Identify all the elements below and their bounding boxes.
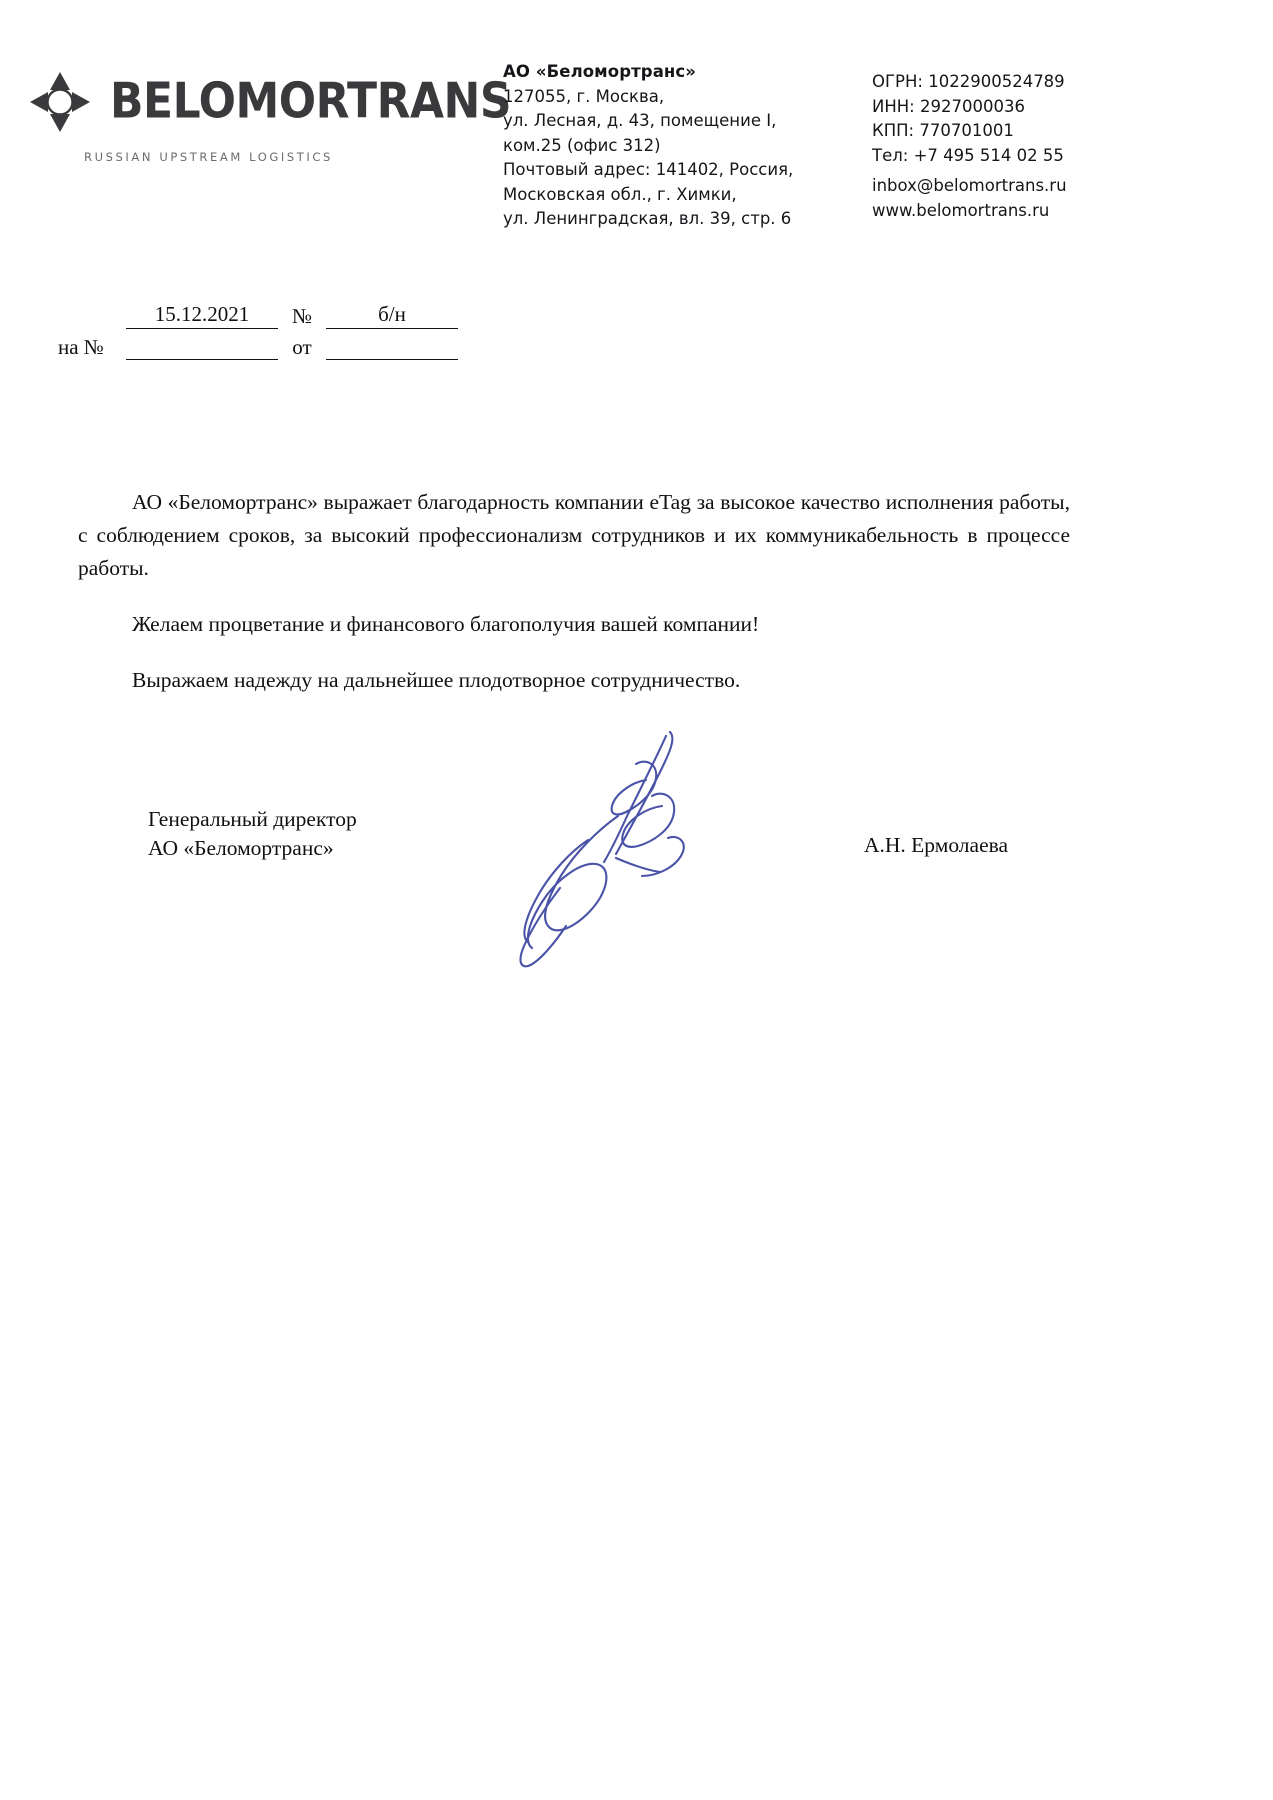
signatory-position-line: Генеральный директор — [148, 807, 357, 831]
company-name: АО «Беломортранс» — [503, 62, 697, 81]
logo-wordmark: BELOMORTRANS — [110, 72, 512, 130]
reference-row-incoming — [58, 329, 478, 360]
kpp-line: КПП: 770701001 — [872, 121, 1014, 140]
handwritten-signature-icon — [470, 720, 750, 980]
inn-line: ИНН: 2927000036 — [872, 96, 1025, 116]
four-arrow-diamond-logo-icon — [28, 70, 92, 134]
reference-block — [58, 298, 478, 360]
phone-line: Тел: +7 495 514 02 55 — [872, 145, 1064, 165]
address-line: 127055, г. Москва, — [503, 86, 665, 106]
body-paragraph: Выражаем надежду на дальнейшее плодотворное сотрудничество. — [132, 668, 741, 692]
address-line: ком.25 (офис 312) — [503, 135, 661, 155]
address-line: Почтовый адрес: 141402, Россия, — [503, 160, 794, 179]
body-paragraph: АО «Беломортранс» выражает благодарность компании eTag за высокое качество исполнения работы, с соблюдением сроков, за высокий профессионализм сотрудников и их коммуникабельность в процессе работы. — [78, 490, 1070, 580]
address-line: ул. Лесная, д. 43, помещение I, — [503, 111, 777, 130]
from-label: от — [292, 335, 312, 359]
reference-spacer — [58, 303, 126, 329]
company-address-block — [503, 60, 843, 232]
address-line: Московская обл., г. Химки, — [503, 184, 737, 204]
document-number-value[interactable]: б/н — [326, 302, 458, 329]
company-logo — [28, 70, 512, 164]
body-paragraph: Желаем процветание и финансового благополучия вашей компании! — [132, 612, 760, 636]
signatory-position — [148, 805, 357, 863]
ogrn-line: ОГРН: 1022900524789 — [872, 72, 1065, 91]
website-link[interactable]: www.belomortrans.ru — [872, 200, 1050, 220]
signature-block — [0, 800, 1273, 1000]
reply-to-label: на № — [58, 335, 104, 359]
signatory-name: А.Н. Ермолаева — [864, 833, 1009, 857]
letterhead — [0, 52, 1273, 232]
reference-row-outgoing — [58, 298, 478, 329]
number-symbol: № — [291, 304, 313, 328]
company-registration-block — [872, 70, 1202, 223]
signatory-company-line: АО «Беломортранс» — [148, 836, 334, 860]
address-line: ул. Ленинградская, вл. 39, стр. 6 — [503, 209, 792, 228]
reply-to-value[interactable] — [126, 333, 278, 360]
letter-body — [78, 486, 1070, 720]
logo-tagline: RUSSIAN UPSTREAM LOGISTICS — [84, 150, 333, 164]
document-date-value[interactable]: 15.12.2021 — [126, 302, 278, 329]
email-link[interactable]: inbox@belomortrans.ru — [872, 176, 1067, 195]
from-value[interactable] — [326, 333, 458, 360]
